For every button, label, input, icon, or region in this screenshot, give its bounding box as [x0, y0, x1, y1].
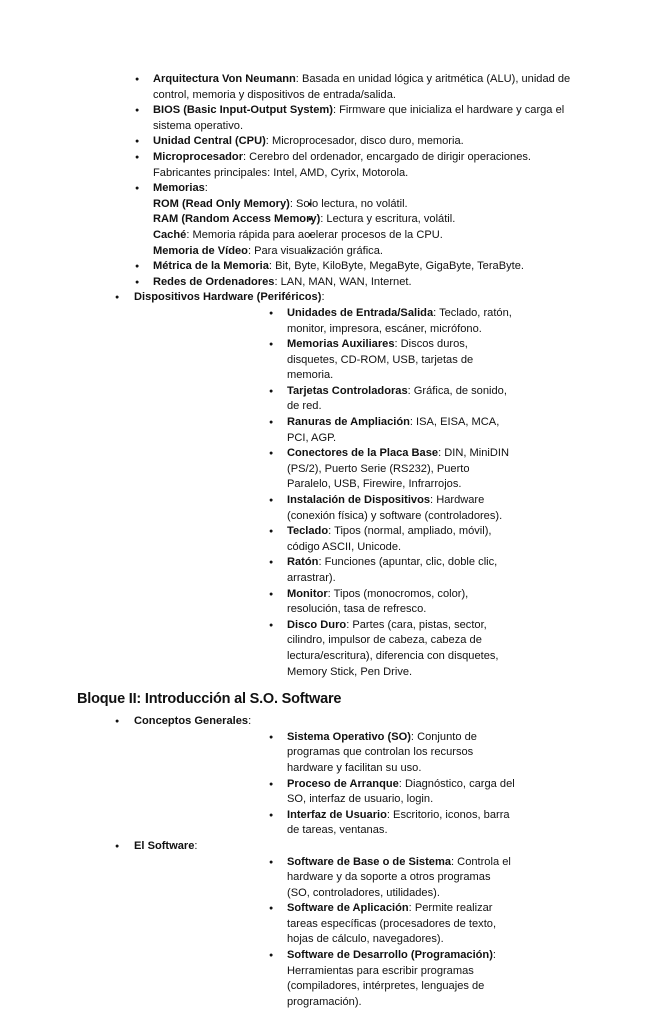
list-item: ● Ratón: Funciones (apuntar, clic, doble clic, arrastrar). — [134, 555, 585, 586]
list-item: ● Instalación de Dispositivos: Hardware (conexión física) y software (controladores). — [134, 493, 585, 524]
perifericos-list — [0, 290, 655, 680]
list-item: ● Ranuras de Ampliación: ISA, EISA, MCA, PCI, AGP. — [134, 415, 585, 446]
list-item-perifericos: ● Dispositivos Hardware (Periféricos): ● Unidades de Entrada/Salida: Teclado, ratón, monitor, impresora, escáner, micrófono. ● Memorias Auxiliares: Discos duros, disquetes, CD-ROM, USB, tarjetas de memoria. ● Tarjetas Controladoras: Gráfica, de sonido, de red. ● Ranuras de Ampliación: ISA, EISA, MCA, PCI, AGP. ● Conectores de la Placa Base: DIN, MiniDIN (PS/2), Puerto Serie (RS232), Puerto Paralelo, USB, Firewire, Infrarrojos. ● Instalación de Dispositivos: Hardware (conexión física) y software (controladores). ● Teclado: Tipos (normal, ampliado, móvil), código ASCII, Unicode. ● Ratón: Funciones (apuntar, clic, doble clic, arrastrar). ● Monitor: Tipos (monocromos, color), resolución, tasa de refresco. ● Disco Duro: Partes (cara, pistas, sector, cilindro, impulsor de cabeza, cabeza de lectura/escritura), diferencia con disquetes, Memory Stick, Pen Drive. — [0, 290, 655, 680]
list-item: ● Teclado: Tipos (normal, ampliado, móvil), código ASCII, Unicode. — [134, 524, 585, 555]
list-item: ● Software de Aplicación: Permite realizar tareas específicas (procesadores de texto, hojas de cálculo, navegadores). — [134, 901, 585, 948]
list-item-software: ● El Software: ● Software de Base o de Sistema: Controla el hardware y da soporte a otros programas (SO, controladores, utilidades). ● Software de Aplicación: Permite realizar tareas específicas (procesadores de texto, hojas de cálculo, navegadores). ● Software de Desarrollo (Programación): Herramientas para escribir programas (compiladores, intérpretes, lenguajes de programación). — [0, 839, 655, 1010]
list-item: ● Sistema Operativo (SO): Conjunto de programas que controlan los recursos hardware y facilitan su uso. — [134, 730, 585, 777]
list-item: ● Disco Duro: Partes (cara, pistas, sector, cilindro, impulsor de cabeza, cabeza de lectura/escritura), diferencia con disquetes, Memory Stick, Pen Drive. — [134, 618, 585, 680]
list-item: ● Arquitectura Von Neumann: Basada en unidad lógica y aritmética (ALU), unidad de control, memoria y dispositivos de entrada/salida. — [0, 72, 655, 103]
list-item: ● Memoria de Vídeo: Para visualización gráfica. — [153, 244, 585, 260]
list-item: ● RAM (Random Access Memory): Lectura y escritura, volátil. — [153, 212, 585, 228]
section-heading: Bloque II: Introducción al S.O. Software — [77, 690, 655, 708]
list-item: ● Unidad Central (CPU): Microprocesador, disco duro, memoria. — [0, 134, 655, 150]
memorias-sublist — [153, 197, 585, 259]
list-item: ● Redes de Ordenadores: LAN, MAN, WAN, Internet. — [0, 275, 655, 291]
list-item: ● Conectores de la Placa Base: DIN, MiniDIN (PS/2), Puerto Serie (RS232), Puerto Paralelo, USB, Firewire, Infrarrojos. — [134, 446, 585, 493]
list-item-conceptos: ● Conceptos Generales: ● Sistema Operativo (SO): Conjunto de programas que controlan los recursos hardware y facilitan su uso. ● Proceso de Arranque: Diagnóstico, carga del SO, interfaz de usuario, login. ● Interfaz de Usuario: Escritorio, iconos, barra de tareas, ventanas. — [0, 714, 655, 839]
list-item-memorias: ● Memorias: ● ROM (Read Only Memory): Solo lectura, no volátil. ● RAM (Random Access Memory): Lectura y escritura, volátil. ● Caché: Memoria rápida para acelerar procesos de la CPU. ● Memoria de Vídeo: Para visualización gráfica. — [0, 181, 655, 259]
list-item: ● Unidades de Entrada/Salida: Teclado, ratón, monitor, impresora, escáner, micrófono. — [134, 306, 585, 337]
software-list — [0, 714, 655, 1010]
software-sublist — [134, 855, 585, 1010]
conceptos-sublist — [134, 730, 585, 839]
list-item: ● Software de Base o de Sistema: Controla el hardware y da soporte a otros programas (SO, controladores, utilidades). — [134, 855, 585, 902]
list-item: ● Monitor: Tipos (monocromos, color), resolución, tasa de refresco. — [134, 587, 585, 618]
list-item: ● Proceso de Arranque: Diagnóstico, carga del SO, interfaz de usuario, login. — [134, 777, 585, 808]
list-item: ● Tarjetas Controladoras: Gráfica, de sonido, de red. — [134, 384, 585, 415]
list-item: ● ROM (Read Only Memory): Solo lectura, no volátil. — [153, 197, 585, 213]
list-item: ● Microprocesador: Cerebro del ordenador, encargado de dirigir operaciones. Fabricantes principales: Intel, AMD, Cyrix, Motorola. — [0, 150, 655, 181]
perifericos-sublist — [134, 306, 585, 680]
list-item: ● Métrica de la Memoria: Bit, Byte, KiloByte, MegaByte, GigaByte, TeraByte. — [0, 259, 655, 275]
list-item: ● Memorias Auxiliares: Discos duros, disquetes, CD-ROM, USB, tarjetas de memoria. — [134, 337, 585, 384]
list-item: ● BIOS (Basic Input-Output System): Firmware que inicializa el hardware y carga el sistema operativo. — [0, 103, 655, 134]
list-item: ● Interfaz de Usuario: Escritorio, iconos, barra de tareas, ventanas. — [134, 808, 585, 839]
document-page — [0, 72, 655, 1010]
list-item: ● Caché: Memoria rápida para acelerar procesos de la CPU. — [153, 228, 585, 244]
hardware-list — [0, 72, 655, 290]
list-item: ● Software de Desarrollo (Programación): Herramientas para escribir programas (compiladores, intérpretes, lenguajes de programación). — [134, 948, 585, 1010]
